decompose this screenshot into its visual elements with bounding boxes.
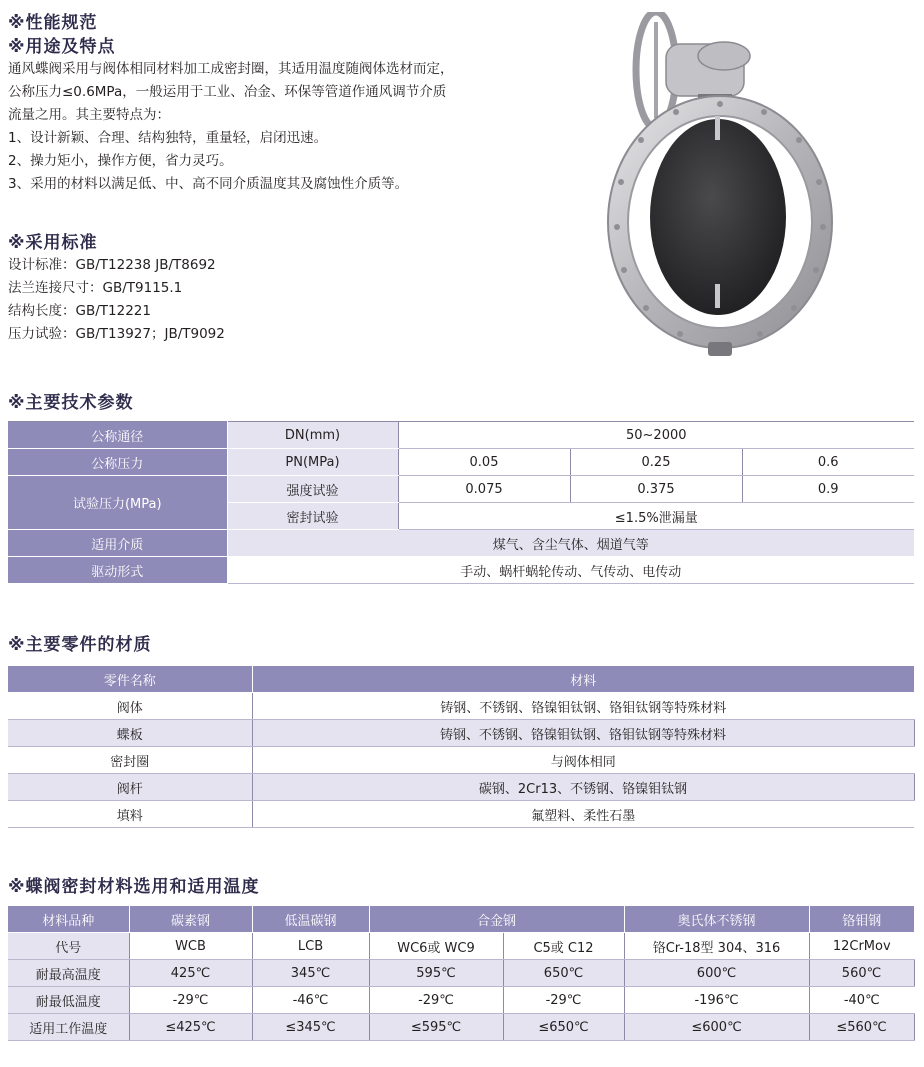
part-material: 铸钢、不锈钢、铬镍钼钛钢、铬钼钛钢等特殊材料 xyxy=(252,720,914,747)
table-row xyxy=(8,747,914,774)
col-material-type: 材料品种 xyxy=(8,906,129,933)
cell-value: ≤560℃ xyxy=(809,1014,914,1041)
seal-label: 密封试验 xyxy=(227,503,398,530)
intro-paragraph xyxy=(8,58,454,196)
cell-value: ≤600℃ xyxy=(624,1014,809,1041)
part-name: 阀体 xyxy=(8,693,252,720)
cell-value: 595℃ xyxy=(369,960,503,987)
cell-value: ≤595℃ xyxy=(369,1014,503,1041)
cell-value: -196℃ xyxy=(624,987,809,1014)
label-dn: 公称通径 xyxy=(8,422,227,449)
cell-value: -29℃ xyxy=(129,987,252,1014)
part-material: 铸钢、不锈钢、铬镍钼钛钢、铬钼钛钢等特殊材料 xyxy=(252,693,914,720)
cell-value: 600℃ xyxy=(624,960,809,987)
heading-tech-params: ※主要技术参数 xyxy=(8,393,134,413)
table-row xyxy=(8,557,914,584)
standard-line: 结构长度：GB/T12221 xyxy=(8,303,151,319)
cell-value: 12CrMov xyxy=(809,933,914,960)
cell-value: WCB xyxy=(129,933,252,960)
part-material: 氟塑料、柔性石墨 xyxy=(252,801,914,828)
seal-temperature-table xyxy=(8,906,915,1041)
heading-seal-temperature: ※蝶阀密封材料选用和适用温度 xyxy=(8,877,260,897)
table-row xyxy=(8,449,914,476)
standard-line: 压力试验：GB/T13927；JB/T9092 xyxy=(8,326,225,342)
cell-value: -29℃ xyxy=(503,987,624,1014)
intro-line: 公称压力≤0.6MPa，一般运用于工业、冶金、环保等管道作通风调节介质 xyxy=(8,84,447,100)
table-row xyxy=(8,720,914,747)
cell-value: 560℃ xyxy=(809,960,914,987)
table-row xyxy=(8,1014,914,1041)
label-pn: 公称压力 xyxy=(8,449,227,476)
cell-value: -29℃ xyxy=(369,987,503,1014)
pn-unit: PN(MPa) xyxy=(227,449,398,476)
part-material: 与阀体相同 xyxy=(252,747,914,774)
cell-value: 425℃ xyxy=(129,960,252,987)
table-row xyxy=(8,666,914,693)
materials-table xyxy=(8,666,915,828)
pn-value: 0.6 xyxy=(742,449,914,476)
row-label: 耐最低温度 xyxy=(8,987,129,1014)
intro-line: 1、设计新颖、合理、结构独特，重量轻，启闭迅速。 xyxy=(8,130,328,146)
col-austenitic-stainless: 奥氏体不锈钢 xyxy=(624,906,809,933)
label-medium: 适用介质 xyxy=(8,530,227,557)
pn-value: 0.05 xyxy=(398,449,570,476)
heading-usage: ※用途及特点 xyxy=(8,37,116,57)
table-row xyxy=(8,422,914,449)
strength-value: 0.075 xyxy=(398,476,570,503)
row-label: 耐最高温度 xyxy=(8,960,129,987)
dn-unit: DN(mm) xyxy=(227,422,398,449)
label-drive: 驱动形式 xyxy=(8,557,227,584)
standard-line: 法兰连接尺寸：GB/T9115.1 xyxy=(8,280,183,296)
label-test-pressure: 试验压力(MPa) xyxy=(8,476,227,530)
intro-line: 通风蝶阀采用与阀体相同材料加工成密封圈，其适用温度随阀体选材而定， xyxy=(8,61,454,77)
part-name: 蝶板 xyxy=(8,720,252,747)
table-row xyxy=(8,530,914,557)
intro-line: 流量之用。其主要特点为： xyxy=(8,107,170,123)
table-row xyxy=(8,906,914,933)
col-material: 材料 xyxy=(252,666,914,693)
part-material: 碳钢、2Cr13、不锈钢、铬镍钼钛钢 xyxy=(252,774,914,801)
table-row xyxy=(8,801,914,828)
table-row xyxy=(8,774,914,801)
strength-value: 0.375 xyxy=(570,476,742,503)
col-part-name: 零件名称 xyxy=(8,666,252,693)
col-carbon-steel: 碳素钢 xyxy=(129,906,252,933)
cell-value: ≤345℃ xyxy=(252,1014,369,1041)
table-row xyxy=(8,987,914,1014)
col-chrome-moly-steel: 铬钼钢 xyxy=(809,906,914,933)
cell-value: -40℃ xyxy=(809,987,914,1014)
heading-performance: ※性能规范 xyxy=(8,13,98,33)
cell-value: ≤650℃ xyxy=(503,1014,624,1041)
drive-value: 手动、蜗杆蜗轮传动、气传动、电传动 xyxy=(227,557,914,584)
part-name: 阀杆 xyxy=(8,774,252,801)
medium-value: 煤气、含尘气体、烟道气等 xyxy=(227,530,914,557)
seal-value: ≤1.5%泄漏量 xyxy=(398,503,914,530)
strength-label: 强度试验 xyxy=(227,476,398,503)
cell-value: ≤425℃ xyxy=(129,1014,252,1041)
tech-params-table xyxy=(8,421,914,584)
heading-standards: ※采用标准 xyxy=(8,233,98,253)
part-name: 填料 xyxy=(8,801,252,828)
cell-value: C5或 C12 xyxy=(503,933,624,960)
row-label: 适用工作温度 xyxy=(8,1014,129,1041)
col-alloy-steel: 合金钢 xyxy=(369,906,624,933)
part-name: 密封圈 xyxy=(8,747,252,774)
standards-list xyxy=(8,254,225,346)
strength-value: 0.9 xyxy=(742,476,914,503)
table-row xyxy=(8,476,914,503)
cell-value: 铬Cr-18型 304、316 xyxy=(624,933,809,960)
row-label: 代号 xyxy=(8,933,129,960)
table-row xyxy=(8,960,914,987)
intro-line: 2、操力矩小，操作方便，省力灵巧。 xyxy=(8,153,233,169)
cell-value: -46℃ xyxy=(252,987,369,1014)
dn-value: 50~2000 xyxy=(398,422,914,449)
cell-value: 345℃ xyxy=(252,960,369,987)
cell-value: 650℃ xyxy=(503,960,624,987)
col-low-temp-carbon-steel: 低温碳钢 xyxy=(252,906,369,933)
butterfly-valve-image xyxy=(604,12,836,362)
table-row xyxy=(8,933,914,960)
table-row xyxy=(8,693,914,720)
standard-line: 设计标准：GB/T12238 JB/T8692 xyxy=(8,257,216,273)
heading-materials: ※主要零件的材质 xyxy=(8,635,152,655)
pn-value: 0.25 xyxy=(570,449,742,476)
cell-value: LCB xyxy=(252,933,369,960)
intro-line: 3、采用的材料以满足低、中、高不同介质温度其及腐蚀性介质等。 xyxy=(8,176,409,192)
cell-value: WC6或 WC9 xyxy=(369,933,503,960)
